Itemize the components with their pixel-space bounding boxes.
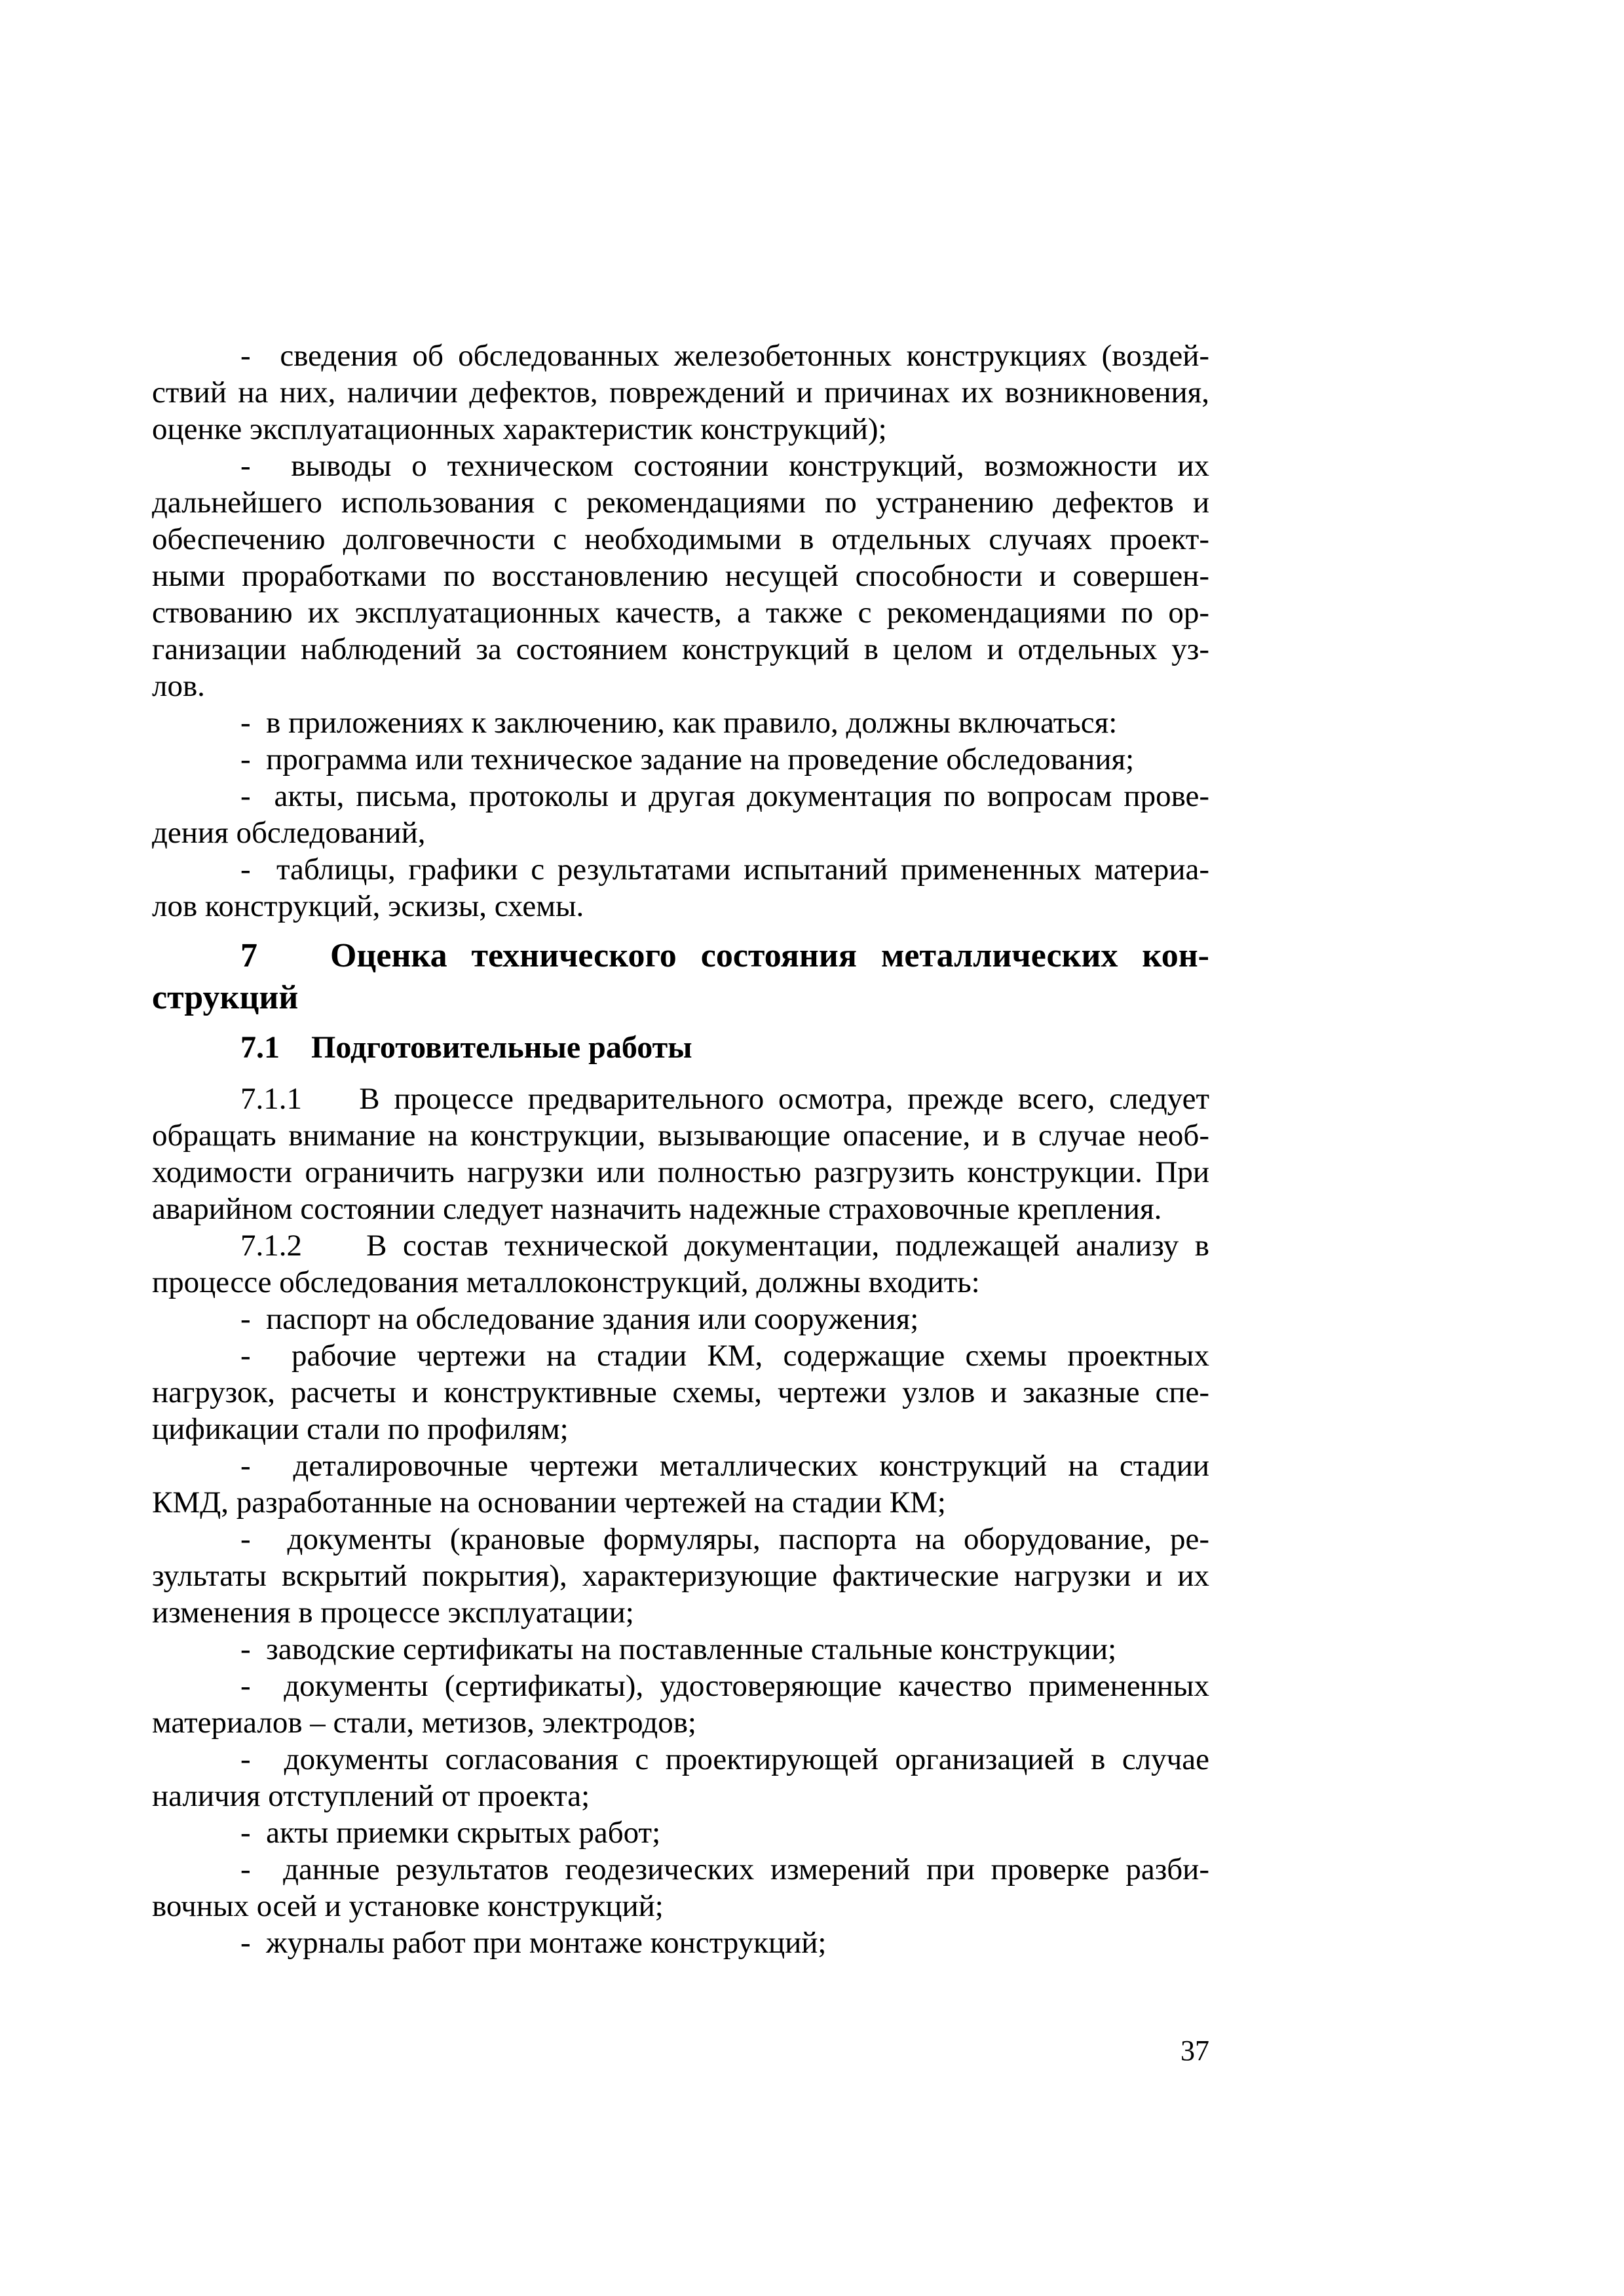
text-line: - акты, письма, протоколы и другая документация по вопросам прове- xyxy=(240,779,1209,813)
text-line: 7 Оценка технического состояния металлических кон- xyxy=(240,937,1209,974)
paragraph xyxy=(152,1337,1209,1447)
paragraph xyxy=(152,448,1209,704)
text-line: вочных осей и установке конструкций; xyxy=(152,1889,664,1923)
paragraph xyxy=(152,1227,1209,1301)
text-line: дальнейшего использования с рекомендациями по устранению дефектов и xyxy=(152,486,1209,520)
text-line: - таблицы, графики с результатами испытаний примененных материа- xyxy=(240,852,1209,887)
text-line: ходимости ограничить нагрузки или полностью разгрузить конструкции. При xyxy=(152,1155,1209,1189)
text-line: наличия отступлений от проекта; xyxy=(152,1779,590,1813)
text-line: дения обследований, xyxy=(152,816,426,850)
paragraph xyxy=(152,1851,1209,1924)
text-line: - документы согласования с проектирующей организацией в случае xyxy=(240,1742,1209,1776)
paragraph xyxy=(152,1814,1209,1851)
paragraph xyxy=(152,1301,1209,1337)
text-line: 7.1 Подготовительные работы xyxy=(240,1030,692,1065)
text-line: - данные результатов геодезических измерений при проверке разби- xyxy=(240,1852,1209,1886)
text-line: изменения в процессе эксплуатации; xyxy=(152,1596,634,1630)
paragraph xyxy=(152,1447,1209,1521)
paragraph xyxy=(152,1924,1209,1961)
paragraph xyxy=(152,778,1209,851)
text-line: - журналы работ при монтаже конструкций; xyxy=(240,1926,827,1960)
text-line: обращать внимание на конструкции, вызывающие опасение, и в случае необ- xyxy=(152,1119,1209,1153)
section-heading xyxy=(152,935,1209,1019)
text-line: лов. xyxy=(152,669,205,703)
paragraph xyxy=(152,704,1209,741)
text-line: - выводы о техническом состоянии конструкций, возможности их xyxy=(240,449,1209,483)
paragraph xyxy=(152,1668,1209,1741)
text-line: - сведения об обследованных железобетонных конструкциях (воздей- xyxy=(240,339,1209,373)
text-line: аварийном состоянии следует назначить надежные страховочные крепления. xyxy=(152,1192,1162,1226)
text-line: - в приложениях к заключению, как правило, должны включаться: xyxy=(240,706,1118,740)
page-number: 37 xyxy=(1180,2035,1209,2067)
paragraph xyxy=(152,337,1209,448)
text-line: - программа или техническое задание на проведение обследования; xyxy=(240,742,1135,776)
text-line: - документы (сертификаты), удостоверяющие качество примененных xyxy=(240,1669,1209,1703)
text-line: цификации стали по профилям; xyxy=(152,1412,569,1446)
text-line: 7.1.2 В состав технической документации, подлежащей анализу в xyxy=(240,1229,1209,1263)
paragraph xyxy=(152,1631,1209,1668)
subsection-heading xyxy=(152,1029,1209,1066)
text-line: - документы (крановые формуляры, паспорта на оборудование, ре- xyxy=(240,1522,1209,1556)
text-line: - деталировочные чертежи металлических конструкций на стадии xyxy=(240,1449,1209,1483)
text-line: 7.1.1 В процессе предварительного осмотра, прежде всего, следует xyxy=(240,1082,1209,1116)
text-line: - заводские сертификаты на поставленные стальные конструкции; xyxy=(240,1632,1117,1666)
text-line: ствованию их эксплуатационных качеств, а также с рекомендациями по ор- xyxy=(152,596,1209,630)
text-line: процессе обследования металлоконструкций, должны входить: xyxy=(152,1265,980,1299)
paragraph xyxy=(152,851,1209,925)
paragraph xyxy=(152,741,1209,778)
text-line: материалов – стали, метизов, электродов; xyxy=(152,1706,696,1740)
text-line: КМД, разработанные на основании чертежей на стадии КМ; xyxy=(152,1485,946,1520)
paragraph xyxy=(152,1081,1209,1227)
text-line: лов конструкций, эскизы, схемы. xyxy=(152,889,584,923)
text-line: обеспечению долговечности с необходимыми в отдельных случаях проект- xyxy=(152,522,1209,556)
text-line: ными проработками по восстановлению несущей способности и совершен- xyxy=(152,559,1209,593)
text-line: - паспорт на обследование здания или сооружения; xyxy=(240,1302,919,1336)
text-line: нагрузок, расчеты и конструктивные схемы, чертежи узлов и заказные спе- xyxy=(152,1375,1209,1409)
text-line: зультаты вскрытий покрытия), характеризующие фактические нагрузки и их xyxy=(152,1559,1209,1593)
text-line: ствий на них, наличии дефектов, повреждений и причинах их возникновения, xyxy=(152,375,1209,410)
paragraph xyxy=(152,1741,1209,1814)
text-line: - акты приемки скрытых работ; xyxy=(240,1816,661,1850)
text-line: - рабочие чертежи на стадии КМ, содержащие схемы проектных xyxy=(240,1339,1209,1373)
paragraph xyxy=(152,1521,1209,1631)
document-body xyxy=(152,337,1209,1961)
text-line: ганизации наблюдений за состоянием конструкций в целом и отдельных уз- xyxy=(152,632,1209,666)
text-line: оценке эксплуатационных характеристик конструкций); xyxy=(152,412,887,446)
text-line: струкций xyxy=(152,979,299,1016)
